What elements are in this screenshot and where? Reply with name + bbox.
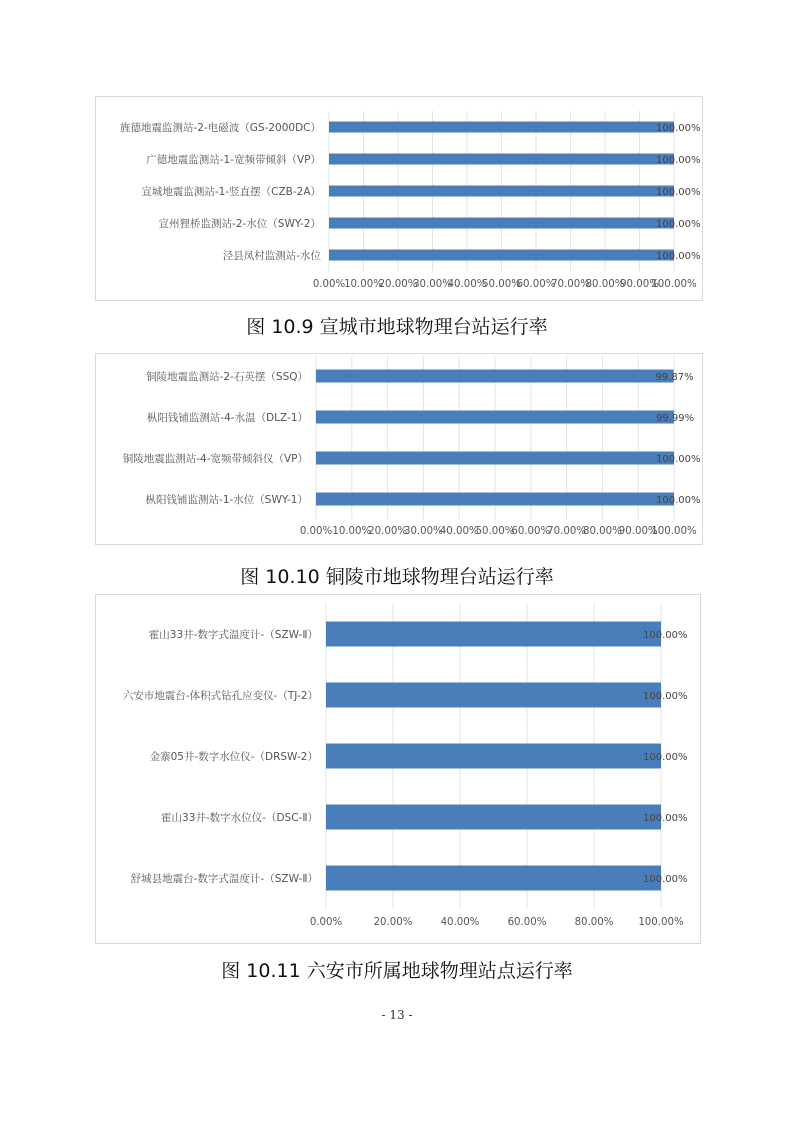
tick-label: 30.00% <box>413 279 452 290</box>
data-label: 100.00% <box>656 219 701 230</box>
category-label: 泾县凤村监测站-水位 <box>222 250 321 262</box>
bar <box>329 122 674 133</box>
tick-label: 0.00% <box>312 279 346 290</box>
bar <box>326 622 661 647</box>
bar <box>326 805 661 830</box>
bar <box>316 452 674 465</box>
tick-label: 50.00% <box>475 526 515 537</box>
tick-label: 100.00% <box>651 526 697 537</box>
data-label: 100.00% <box>656 123 701 134</box>
tick-label: 0.00% <box>299 526 333 537</box>
tick-label: 80.00% <box>585 279 625 290</box>
tick-label: 80.00% <box>574 917 614 928</box>
tick-label: 90.00% <box>620 279 659 290</box>
category-label: 宣城地震监测站-1-竖直摆（CZB-2A） <box>141 186 321 198</box>
tick-label: 60.00% <box>516 279 556 290</box>
caption-fig-10-10: 图 10.10 铜陵市地球物理台站运行率 <box>240 566 554 588</box>
bar <box>329 186 674 197</box>
chart-tongling <box>95 353 703 545</box>
chart-xuancheng <box>95 96 703 301</box>
bar <box>329 154 674 165</box>
bar <box>326 866 661 891</box>
bar <box>316 370 674 383</box>
category-label: 旌德地震监测站-2-电磁波（GS-2000DC） <box>120 122 321 134</box>
category-label: 铜陵地震监测站-4-宽频带倾斜仪（VP） <box>122 453 308 465</box>
tick-label: 40.00% <box>440 917 480 928</box>
tick-label: 20.00% <box>373 917 413 928</box>
category-label: 金寨05井-数字水位仪-（DRSW-2） <box>149 751 318 763</box>
chart-luan <box>95 594 701 944</box>
category-label: 舒城县地震台-数字式温度计-（SZW-Ⅱ） <box>130 873 318 885</box>
category-label: 广德地震监测站-1-宽频带倾斜（VP） <box>146 154 321 166</box>
bar <box>326 683 661 708</box>
category-label: 铜陵地震监测站-2-石英摆（SSQ） <box>146 371 308 383</box>
tick-label: 40.00% <box>447 279 487 290</box>
tick-label: 60.00% <box>511 526 551 537</box>
tick-label: 20.00% <box>368 526 408 537</box>
data-label: 100.00% <box>643 874 688 885</box>
category-label: 霍山33井-数字水位仪-（DSC-Ⅱ） <box>161 812 318 824</box>
category-label: 枞阳钱铺监测站-4-水温（DLZ-1） <box>146 412 308 424</box>
tick-label: 10.00% <box>344 279 383 290</box>
data-label: 100.00% <box>656 454 701 465</box>
tick-label: 100.00% <box>638 917 684 928</box>
bar <box>329 218 674 229</box>
data-label: 99.87% <box>655 372 694 383</box>
bar <box>316 493 674 506</box>
caption-fig-10-11: 图 10.11 六安市所属地球物理站点运行率 <box>221 960 573 982</box>
data-label: 99.99% <box>655 413 695 424</box>
tick-label: 70.00% <box>551 279 590 290</box>
chart-xuancheng-svg <box>96 97 702 300</box>
bar <box>316 411 674 424</box>
tick-label: 80.00% <box>582 526 622 537</box>
tick-label: 40.00% <box>439 526 479 537</box>
chart-luan-svg <box>96 595 700 943</box>
data-label: 100.00% <box>643 691 688 702</box>
category-label: 霍山33井-数字式温度计-（SZW-Ⅱ） <box>148 629 318 641</box>
data-label: 100.00% <box>656 495 701 506</box>
data-label: 100.00% <box>656 155 701 166</box>
data-label: 100.00% <box>643 813 688 824</box>
bar <box>326 744 661 769</box>
tick-label: 90.00% <box>618 526 658 537</box>
tick-label: 10.00% <box>332 526 372 537</box>
data-label: 100.00% <box>643 752 688 763</box>
tick-label: 30.00% <box>403 526 443 537</box>
page-number: - 13 - <box>381 1008 413 1022</box>
data-label: 100.00% <box>643 630 688 641</box>
data-label: 100.00% <box>656 251 701 262</box>
tick-label: 20.00% <box>378 279 418 290</box>
tick-label: 100.00% <box>651 279 697 290</box>
chart-tongling-svg <box>96 354 702 544</box>
tick-label: 60.00% <box>507 917 547 928</box>
category-label: 宣州狸桥监测站-2-水位（SWY-2） <box>158 218 321 230</box>
tick-label: 70.00% <box>547 526 587 537</box>
category-label: 枞阳钱铺监测站-1-水位（SWY-1） <box>145 494 308 506</box>
bar <box>329 250 674 261</box>
category-label: 六安市地震台-体积式钻孔应变仪-（TJ-2） <box>122 690 318 702</box>
data-label: 100.00% <box>656 187 701 198</box>
tick-label: 50.00% <box>482 279 521 290</box>
caption-fig-10-9: 图 10.9 宣城市地球物理台站运行率 <box>246 316 548 338</box>
tick-label: 0.00% <box>309 917 343 928</box>
